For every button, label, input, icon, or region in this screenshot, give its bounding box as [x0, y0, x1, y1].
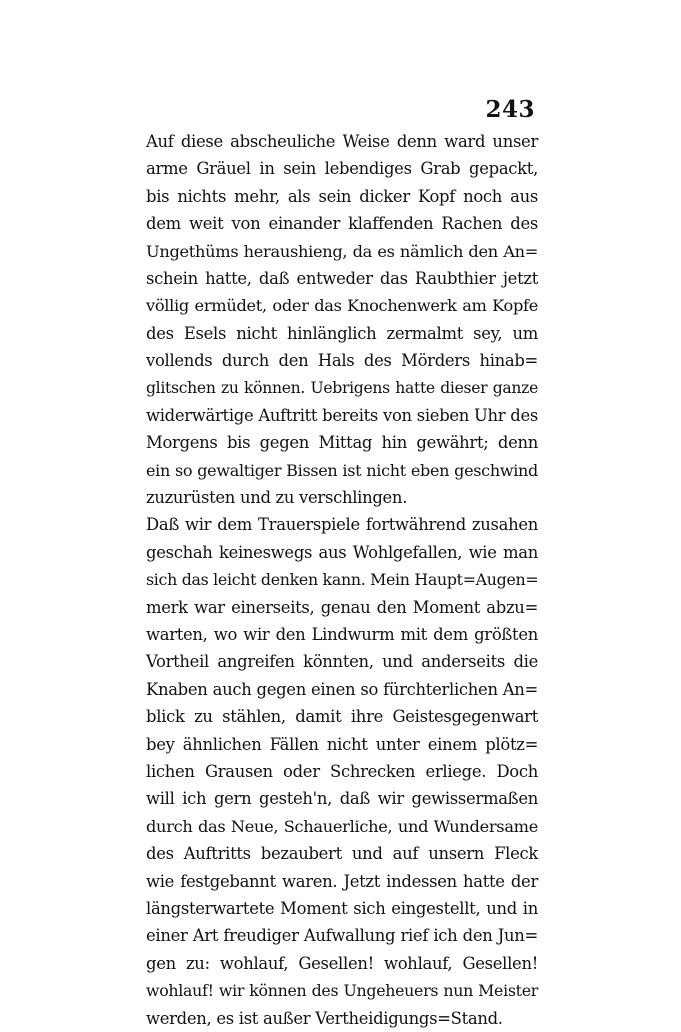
- text-line: geschah keineswegs aus Wohlgefallen, wie man: [146, 542, 538, 562]
- paragraph-end-line: werden, es ist außer Vertheidigungs=Stand.: [146, 1008, 503, 1028]
- text-line: blick zu stählen, damit ihre Geistesgegenwart: [146, 707, 538, 727]
- text-line: lichen Grausen oder Schrecken erliege. Doch: [146, 761, 538, 781]
- text-line: warten, wo wir den Lindwurm mit dem größten: [146, 625, 538, 645]
- text-line: ein so gewaltiger Bissen ist nicht eben geschwind: [146, 460, 538, 480]
- text-line: dem weit von einander klaffenden Rachen des: [146, 214, 538, 234]
- text-line: schein hatte, daß entweder das Raubthier jetzt: [146, 268, 538, 288]
- page-number: 243: [485, 96, 535, 123]
- text-line: durch das Neue, Schauerliche, und Wundersame: [146, 816, 538, 836]
- body-text: [146, 128, 538, 1032]
- text-line: widerwärtige Auftritt bereits von sieben Uhr des: [146, 405, 538, 425]
- text-line: Ungethüms heraushieng, da es nämlich den An=: [146, 241, 538, 261]
- text-line: Knaben auch gegen einen so fürchterlichen An=: [146, 679, 538, 699]
- text-line: glitschen zu können. Uebrigens hatte dieser ganze: [146, 378, 538, 397]
- text-line: arme Gräuel in sein lebendiges Grab gepackt,: [146, 159, 538, 179]
- text-line: merk war einerseits, genau den Moment abzu=: [146, 597, 538, 617]
- text-line: Auf diese abscheuliche Weise denn ward unser: [146, 132, 538, 151]
- text-line: des Auftritts bezaubert und auf unsern Fleck: [146, 844, 538, 864]
- text-line: sich das leicht denken kann. Mein Haupt=Augen=: [146, 570, 539, 590]
- text-line: Morgens bis gegen Mittag hin gewährt; denn: [146, 433, 538, 453]
- text-line: will ich gern gesteh'n, daß wir gewissermaßen: [146, 789, 538, 809]
- text-line: des Esels nicht hinlänglich zermalmt sey, um: [146, 323, 538, 343]
- text-line: bey ähnlichen Fällen nicht unter einem plötz=: [146, 734, 538, 754]
- text-line: gen zu: wohlauf, Gesellen! wohlauf, Gesellen!: [146, 953, 538, 973]
- text-line: vollends durch den Hals des Mörders hinab=: [146, 351, 538, 371]
- text-line: wohlauf! wir können des Ungeheuers nun Meister: [146, 981, 538, 1001]
- text-line: völlig ermüdet, oder das Knochenwerk am Kopfe: [146, 296, 538, 316]
- text-line: längsterwartete Moment sich eingestellt, und in: [146, 898, 538, 918]
- text-line: einer Art freudiger Aufwallung rief ich den Jun=: [146, 926, 538, 946]
- text-line: bis nichts mehr, als sein dicker Kopf noch aus: [146, 186, 538, 206]
- text-line: wie festgebannt waren. Jetzt indessen hatte der: [146, 871, 538, 891]
- paragraph-end-line: zuzurüsten und zu verschlingen.: [146, 488, 408, 508]
- text-line: Daß wir dem Trauerspiele fortwährend zusahen: [146, 515, 538, 535]
- text-line: Vortheil angreifen könnten, und anderseits die: [146, 652, 538, 672]
